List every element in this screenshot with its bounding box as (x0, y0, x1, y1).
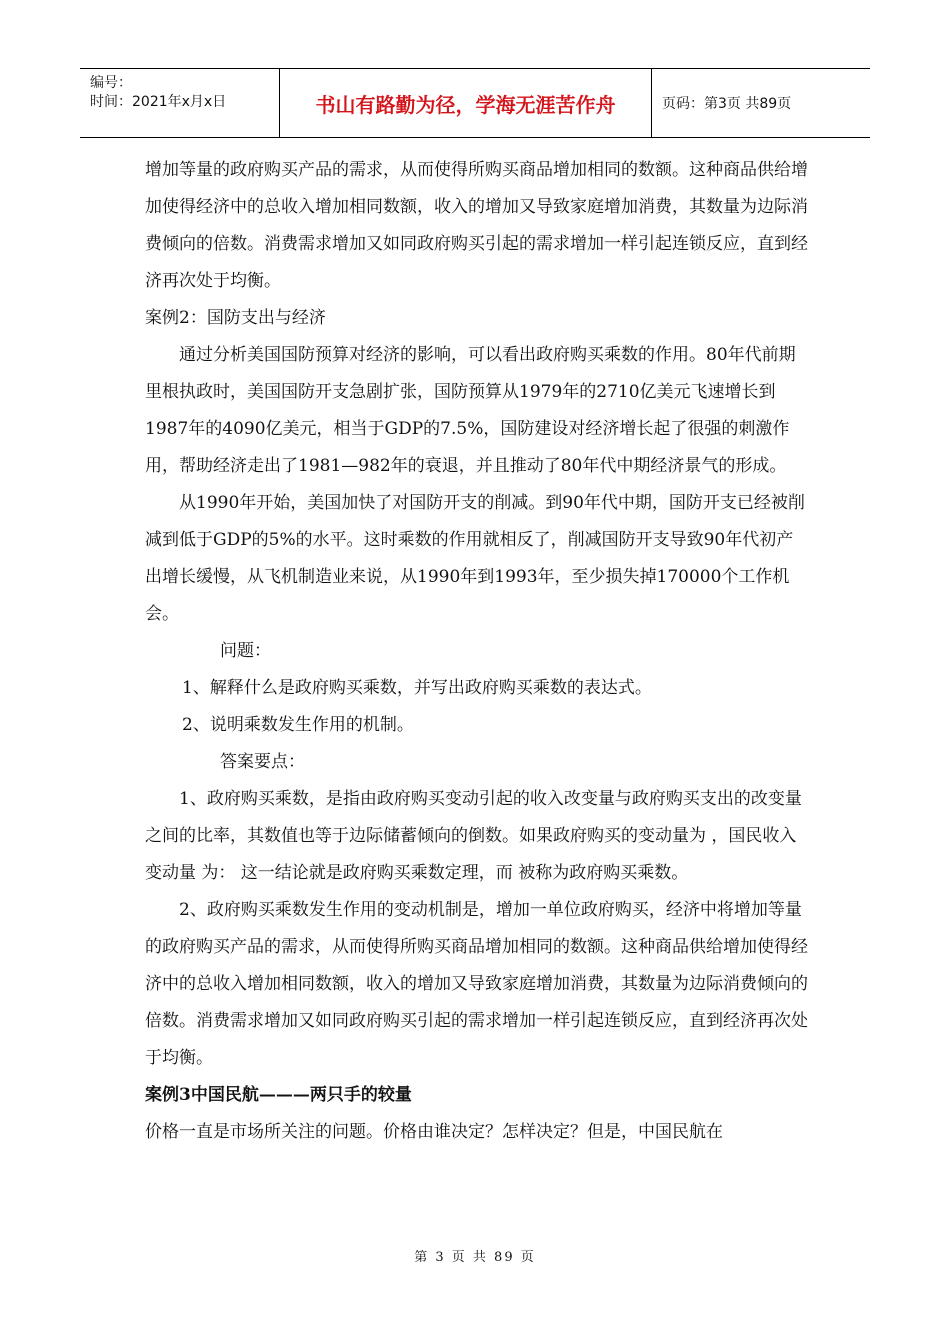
page-footer: 第 3 页 共 89 页 (414, 1250, 536, 1265)
header-page-cell (652, 69, 870, 137)
answers-heading: 答案要点： (220, 752, 305, 772)
document-header (80, 68, 870, 138)
question-item: 2、说明乘数发生作用的机制。 (182, 715, 414, 735)
case-heading: 案例3中国民航———两只手的较量 (145, 1085, 412, 1105)
header-meta-cell (80, 69, 280, 137)
answer-item: 1、政府购买乘数，是指由政府购买变动引起的收入改变量与政府购买支出的改变量之间的比率，其数值也等于边际储蓄倾向的倒数。如果政府购买的变动量为 ，国民收入变动量 为： 这一结论就是政府购买乘数定理，而 被称为政府购买乘数。 (145, 789, 802, 883)
paragraph: 增加等量的政府购买产品的需求，从而使得所购买商品增加相同的数额。这种商品供给增加使得经济中的总收入增加相同数额，收入的增加又导致家庭增加消费，其数量为边际消费倾向的倍数。消费需求增加又如同政府购买引起的需求增加一样引起连锁反应，直到经济再次处于均衡。 (145, 160, 808, 291)
page-info: 页码：第3页 共89页 (662, 96, 792, 112)
question-item: 1、解释什么是政府购买乘数，并写出政府购买乘数的表达式。 (182, 678, 652, 698)
date-label: 时间：2021年x月x日 (90, 94, 227, 110)
paragraph: 价格一直是市场所关注的问题。价格由谁决定？怎样决定？但是，中国民航在 (145, 1122, 723, 1142)
serial-label: 编号： (90, 75, 132, 91)
questions-heading: 问题： (220, 641, 271, 661)
answer-item: 2、政府购买乘数发生作用的变动机制是，增加一单位政府购买，经济中将增加等量的政府购买产品的需求，从而使得所购买商品增加相同的数额。这种商品供给增加使得经济中的总收入增加相同数额，收入的增加又导致家庭增加消费，其数量为边际消费倾向的倍数。消费需求增加又如同政府购买引起的需求增加一样引起连锁反应，直到经济再次处于均衡。 (145, 900, 808, 1068)
case-heading: 案例2：国防支出与经济 (145, 308, 326, 328)
motto-text: 书山有路勤为径，学海无涯苦作舟 (315, 92, 616, 117)
paragraph: 从1990年开始，美国加快了对国防开支的削减。到90年代中期，国防开支已经被削减到低于GDP的5%的水平。这时乘数的作用就相反了，削减国防开支导致90年代初产出增长缓慢，从飞机制造业来说，从1990年到1993年，至少损失掉170000个工作机会。 (145, 493, 805, 624)
header-motto-cell (280, 69, 652, 137)
document-body (145, 152, 810, 1151)
paragraph: 通过分析美国国防预算对经济的影响，可以看出政府购买乘数的作用。80年代前期里根执政时，美国国防开支急剧扩张，国防预算从1979年的2710亿美元飞速增长到1987年的4090亿美元，相当于GDP的7.5%，国防建设对经济增长起了很强的刺激作用，帮助经济走出了1981—982年的衰退，并且推动了80年代中期经济景气的形成。 (145, 345, 796, 476)
